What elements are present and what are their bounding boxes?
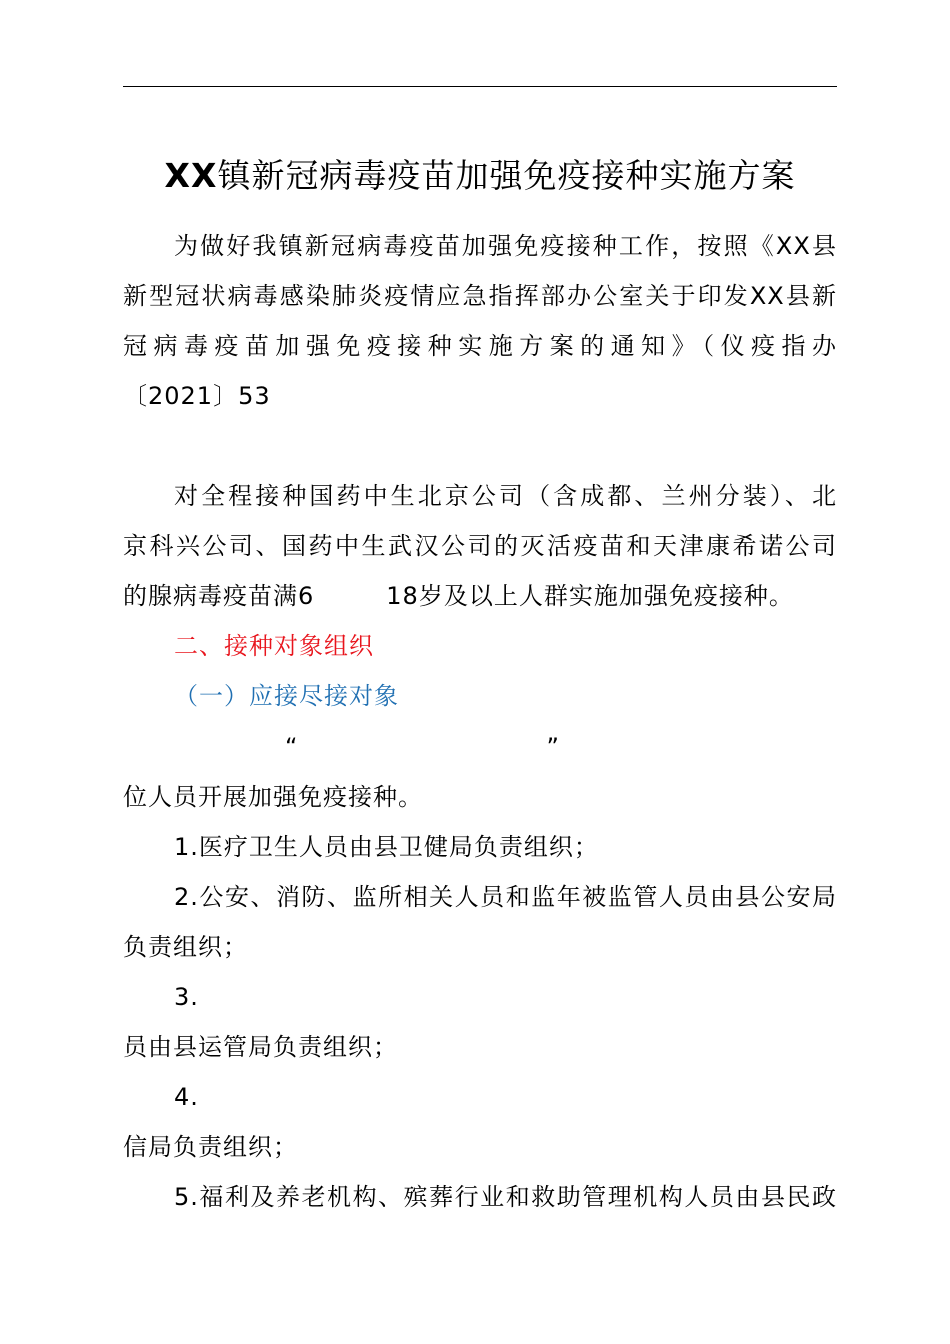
header-rule xyxy=(123,86,837,87)
intro-line-4-text: 〔2021〕53 xyxy=(123,382,271,410)
title-prefix: XX xyxy=(164,156,218,195)
section-1-line-3-b: 18岁及以上人群实施加强免疫接种。 xyxy=(386,582,794,610)
section-2-heading: 二、接种对象组织 xyxy=(174,632,374,660)
item-2-line-1: 2.公安、消防、监所相关人员和监年被监管人员由县公安局 xyxy=(174,883,837,911)
quote-close: ” xyxy=(546,733,560,761)
subsection-1-heading: （一）应接尽接对象 xyxy=(174,682,399,710)
quote-open: “ xyxy=(285,733,299,761)
subsection-1-line-1 xyxy=(123,729,837,765)
section-1-line-3-a: 的腺病毒疫苗满6 xyxy=(123,582,315,610)
item-2-line-2: 负责组织； xyxy=(123,933,248,961)
item-3-line-1: 3. xyxy=(174,983,199,1011)
intro-line-4 xyxy=(123,378,837,414)
intro-line-1: 为做好我镇新冠病毒疫苗加强免疫接种工作，按照《XX县 xyxy=(174,232,837,260)
section-1-line-2: 京科兴公司、国药中生武汉公司的灭活疫苗和天津康希诺公司 xyxy=(123,532,837,560)
item-1: 1.医疗卫生人员由县卫健局负责组织； xyxy=(174,833,599,861)
item-3-line-2: 员由县运管局负责组织； xyxy=(123,1033,398,1061)
intro-line-2: 新型冠状病毒感染肺炎疫情应急指挥部办公室关于印发XX县新 xyxy=(123,282,837,310)
item-4-line-1: 4. xyxy=(174,1083,199,1111)
section-1-line-3 xyxy=(123,578,837,614)
section-1-line-1: 对全程接种国药中生北京公司（含成都、兰州分装）、北 xyxy=(174,482,837,510)
document-title xyxy=(100,152,860,200)
title-text: 镇新冠病毒疫苗加强免疫接种实施方案 xyxy=(217,156,796,195)
item-4-line-2: 信局负责组织； xyxy=(123,1133,298,1161)
subsection-1-line-2: 位人员开展加强免疫接种。 xyxy=(123,783,423,811)
item-5-line-1: 5.福利及养老机构、殡葬行业和救助管理机构人员由县民政 xyxy=(174,1183,837,1211)
intro-line-3: 冠病毒疫苗加强免疫接种实施方案的通知》（仪疫指办 xyxy=(123,332,837,360)
